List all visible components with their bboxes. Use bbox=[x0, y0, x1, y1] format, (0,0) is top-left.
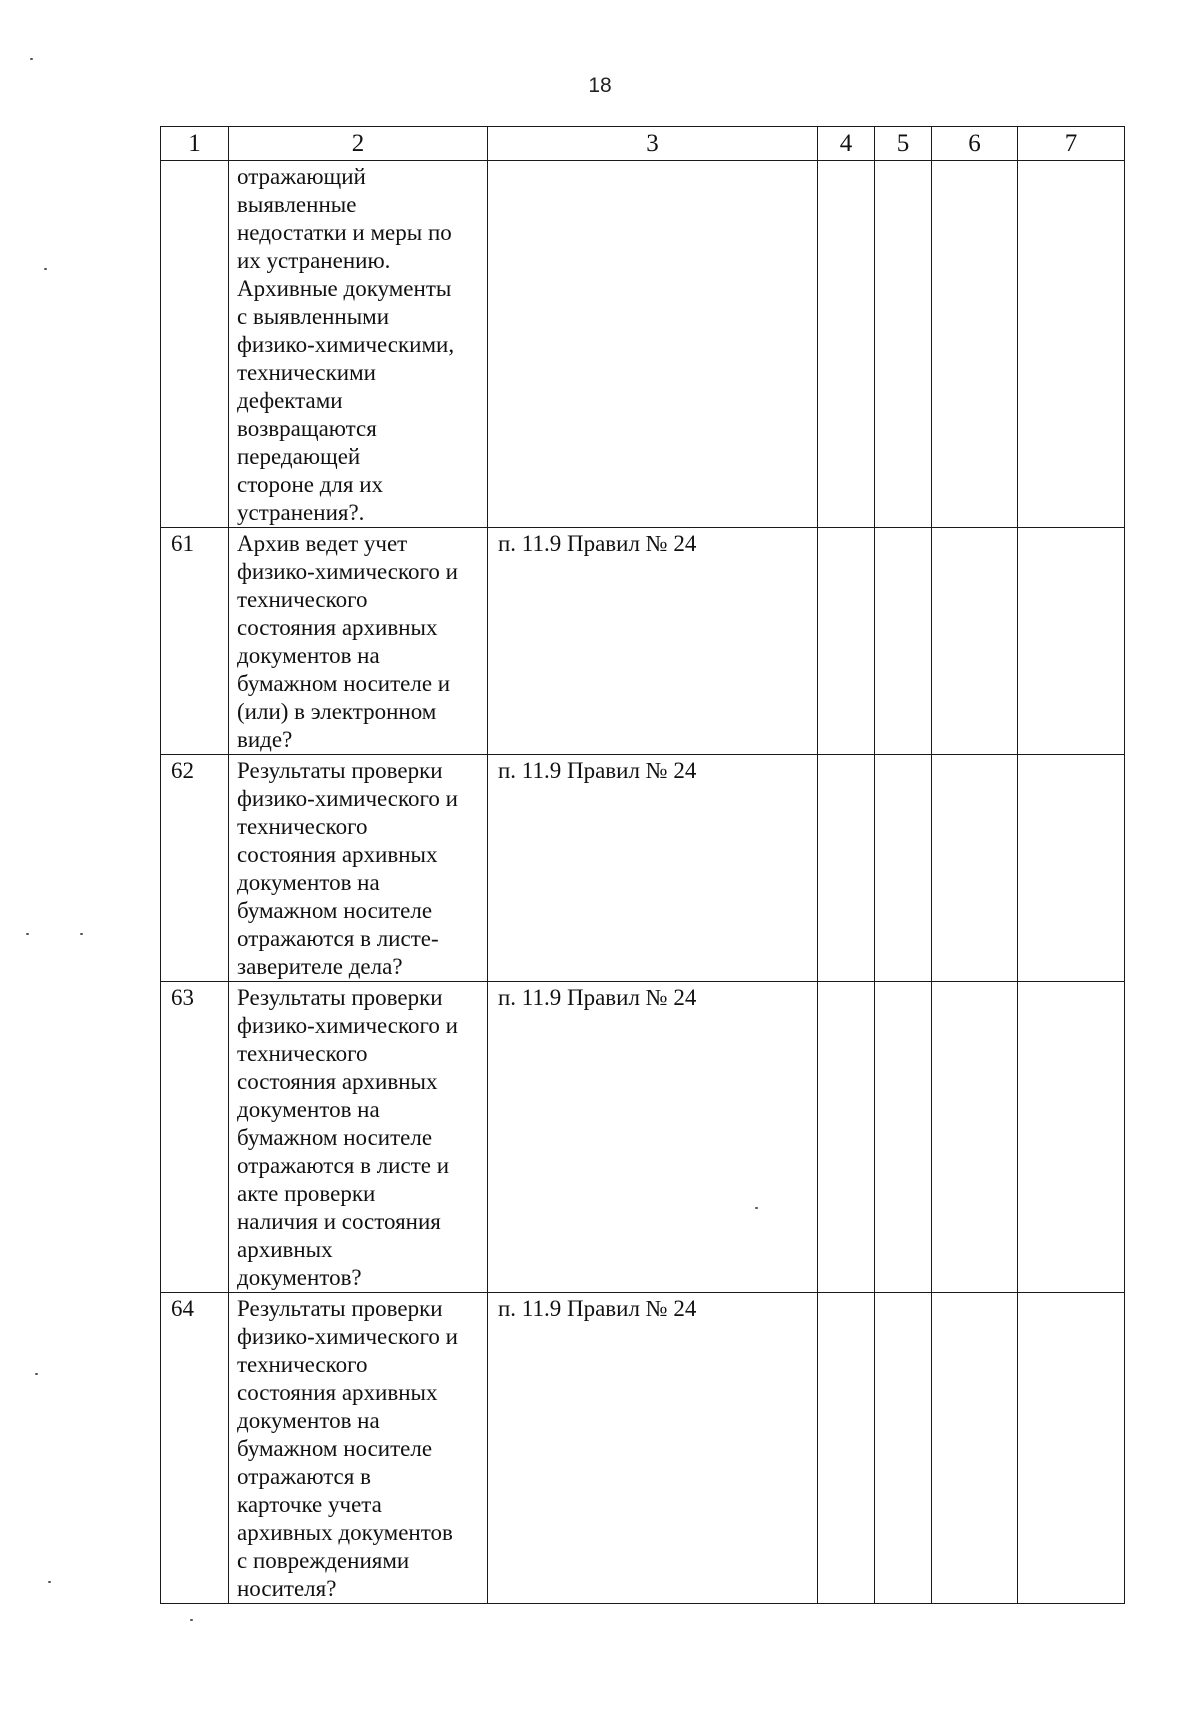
col-5-cell bbox=[875, 528, 932, 755]
question-cell bbox=[229, 755, 488, 982]
col-7-cell bbox=[1018, 982, 1125, 1293]
col-4-cell bbox=[818, 755, 875, 982]
reference-cell bbox=[488, 1293, 818, 1604]
col-6-cell bbox=[932, 982, 1018, 1293]
col-5-cell bbox=[875, 755, 932, 982]
header-row bbox=[161, 127, 1125, 161]
question-cell bbox=[229, 1293, 488, 1604]
row-number-cell bbox=[161, 528, 229, 755]
reference-text: п. 11.9 Правил № 24 bbox=[498, 531, 697, 556]
scan-speck bbox=[44, 268, 47, 270]
col-5-cell bbox=[875, 1293, 932, 1604]
page-number: 18 bbox=[588, 74, 612, 97]
col-5-cell bbox=[875, 982, 932, 1293]
col-5-cell bbox=[875, 161, 932, 528]
question-text: Архив ведет учет физико-химического и технического состояния архивных документов на бумажном носителе и (или) в электронном виде? bbox=[237, 531, 458, 752]
question-cell bbox=[229, 161, 488, 528]
header-col-2: 2 bbox=[229, 127, 488, 161]
col-7-cell bbox=[1018, 1293, 1125, 1604]
col-6-cell bbox=[932, 161, 1018, 528]
scan-speck bbox=[80, 933, 83, 935]
col-4-cell bbox=[818, 528, 875, 755]
table-row bbox=[161, 982, 1125, 1293]
question-text: Результаты проверки физико-химического и технического состояния архивных документов на бумажном носителе отражаются в листе и акте проверки наличия и состояния архивных документов? bbox=[237, 985, 458, 1290]
reference-cell bbox=[488, 982, 818, 1293]
header-col-7: 7 bbox=[1018, 127, 1125, 161]
scan-speck bbox=[30, 58, 33, 60]
reference-text: п. 11.9 Правил № 24 bbox=[498, 985, 697, 1010]
table-row bbox=[161, 528, 1125, 755]
header-col-1: 1 bbox=[161, 127, 229, 161]
col-6-cell bbox=[932, 528, 1018, 755]
reference-cell bbox=[488, 161, 818, 528]
row-number: 62 bbox=[171, 758, 194, 783]
question-cell bbox=[229, 982, 488, 1293]
col-4-cell bbox=[818, 982, 875, 1293]
col-4-cell bbox=[818, 1293, 875, 1604]
scan-speck bbox=[190, 1619, 193, 1621]
question-text: отражающий выявленные недостатки и меры по их устранению. Архивные документы с выявленными физико-химическими, техническими дефектами возвращаются передающей стороне для их устранения?. bbox=[237, 164, 455, 525]
header-col-3: 3 bbox=[488, 127, 818, 161]
row-number: 61 bbox=[171, 531, 194, 556]
row-number-cell bbox=[161, 1293, 229, 1604]
header-col-6: 6 bbox=[932, 127, 1018, 161]
table-row bbox=[161, 755, 1125, 982]
col-4-cell bbox=[818, 161, 875, 528]
header-col-5: 5 bbox=[875, 127, 932, 161]
row-number-cell bbox=[161, 982, 229, 1293]
scan-speck bbox=[48, 1581, 51, 1583]
row-number: 64 bbox=[171, 1296, 194, 1321]
table-row bbox=[161, 1293, 1125, 1604]
scan-speck bbox=[35, 1373, 38, 1375]
col-7-cell bbox=[1018, 528, 1125, 755]
question-text: Результаты проверки физико-химического и технического состояния архивных документов на бумажном носителе отражаются в карточке учета архивных документов с повреждениями носителя? bbox=[237, 1296, 458, 1601]
row-number bbox=[161, 161, 228, 163]
question-text: Результаты проверки физико-химического и технического состояния архивных документов на бумажном носителе отражаются в листе- заверителе дела? bbox=[237, 758, 458, 979]
row-number-cell bbox=[161, 161, 229, 528]
header-col-4: 4 bbox=[818, 127, 875, 161]
col-6-cell bbox=[932, 755, 1018, 982]
scan-speck bbox=[26, 933, 29, 935]
reference-text: п. 11.9 Правил № 24 bbox=[498, 1296, 697, 1321]
row-number-cell bbox=[161, 755, 229, 982]
reference-text bbox=[488, 161, 817, 163]
row-number: 63 bbox=[171, 985, 194, 1010]
scan-speck bbox=[755, 1207, 758, 1209]
col-7-cell bbox=[1018, 161, 1125, 528]
question-cell bbox=[229, 528, 488, 755]
col-6-cell bbox=[932, 1293, 1018, 1604]
reference-text: п. 11.9 Правил № 24 bbox=[498, 758, 697, 783]
table-row bbox=[161, 161, 1125, 528]
col-7-cell bbox=[1018, 755, 1125, 982]
checklist-table bbox=[160, 126, 1125, 1604]
reference-cell bbox=[488, 528, 818, 755]
reference-cell bbox=[488, 755, 818, 982]
